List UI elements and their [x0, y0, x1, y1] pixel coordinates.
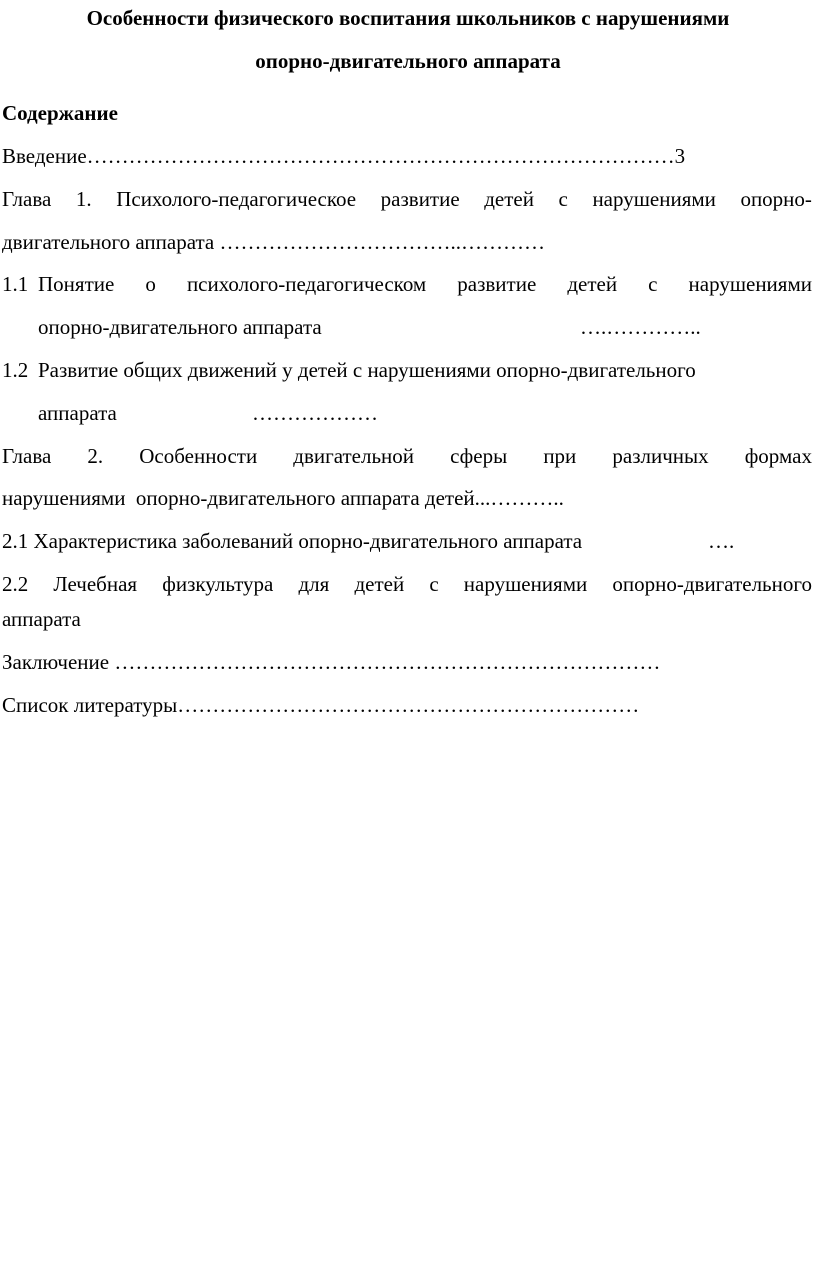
toc-entry-1-2-line1: Развитие общих движений у детей с нарушениями опорно-двигательного [38, 358, 696, 382]
toc-entry-conclusion: Заключение …………………………………………………………………… [2, 650, 661, 674]
word: 1. [75, 187, 92, 211]
word: развитие [457, 272, 537, 296]
word: Особенности [139, 444, 258, 468]
leader-dots: ……………… [252, 401, 378, 425]
leader-dots: ….………….. [580, 315, 701, 339]
word: с [648, 272, 658, 296]
word: Глава [2, 187, 52, 211]
toc-entry-2-1 [2, 525, 812, 557]
toc-entry-2-2-line1 [2, 568, 812, 600]
word: различных [612, 444, 709, 468]
word: формах [744, 444, 812, 468]
word: Понятие [38, 272, 115, 296]
toc-entry-1-2-line2 [38, 397, 812, 429]
word: о [145, 272, 156, 296]
word: Лечебная [53, 572, 138, 596]
document-title [0, 2, 816, 77]
word: сферы [450, 444, 508, 468]
word: психолого-педагогическом [186, 272, 427, 296]
word: физкультура [162, 572, 274, 596]
toc-entry-1-1-line2 [38, 311, 812, 343]
title-line-1: Особенности физического воспитания школьников с нарушениями [86, 6, 730, 30]
word: Глава [2, 444, 52, 468]
toc-heading: Содержание [2, 101, 118, 125]
word: двигательной [293, 444, 415, 468]
word: детей [354, 572, 405, 596]
word: нарушениями [688, 272, 812, 296]
toc-number-1-1: 1.1 [2, 272, 29, 296]
title-line-2: опорно-двигательного аппарата [255, 49, 561, 73]
entry-text: 2.1 Характеристика заболеваний опорно-двигательного аппарата [2, 529, 583, 553]
toc-entry-intro: Введение…………………………………………………………………………3 [2, 144, 686, 168]
toc-entry-1-1-line1 [38, 268, 812, 300]
leader-dots: …. [708, 529, 735, 553]
toc-entry-2-2-line2: аппарата [2, 607, 81, 631]
toc-entry-chapter1-line1 [2, 183, 812, 215]
word: для [298, 572, 330, 596]
word: с [558, 187, 568, 211]
toc-entry-chapter2-line2: нарушениями опорно-двигательного аппарата детей...……….. [2, 486, 564, 510]
word: детей [567, 272, 618, 296]
word: 2.2 [2, 572, 29, 596]
word: детей [484, 187, 534, 211]
word: опорно-двигательного [612, 572, 812, 596]
entry-text: аппарата [38, 401, 117, 425]
toc-number-1-2: 1.2 [2, 358, 29, 382]
word: нарушениями [463, 572, 588, 596]
word: Психолого-педагогическое [116, 187, 357, 211]
word: 2. [87, 444, 104, 468]
word: развитие [380, 187, 460, 211]
word: с [429, 572, 439, 596]
entry-text: опорно-двигательного аппарата [38, 315, 322, 339]
toc-entry-chapter1-line2: двигательного аппарата ……………………………..………… [2, 230, 545, 254]
toc-entry-references: Список литературы………………………………………………………… [2, 693, 640, 717]
word: при [543, 444, 577, 468]
word: нарушениями [592, 187, 716, 211]
word: опорно- [740, 187, 812, 211]
toc-entry-chapter2-line1 [2, 440, 812, 472]
